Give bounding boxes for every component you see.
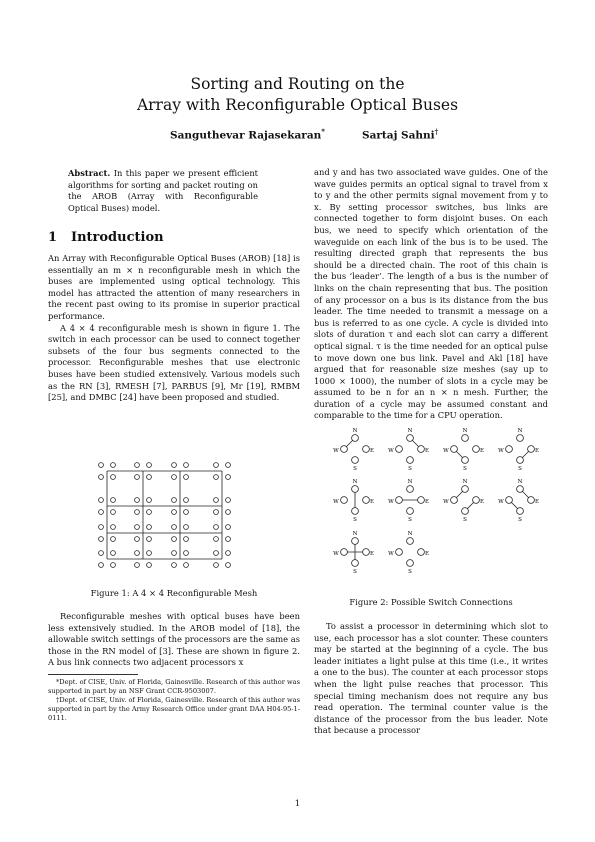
mesh-port	[111, 463, 116, 468]
mesh-port	[184, 563, 189, 568]
switch-port	[407, 435, 414, 442]
switch-port	[407, 538, 414, 545]
switch-port	[517, 508, 524, 515]
switch-config	[443, 428, 484, 472]
switch-port-label: N	[352, 479, 358, 485]
left-paragraph-3: Reconfigurable meshes with optical buses have been less extensively studied. In the AROB model of [18], the allowable switch settings of the processors are the same as those in the RN model of [3]. These are shown in figure 2. A bus link connects two adjacent processors x	[48, 611, 300, 668]
title-line-1: Sorting and Routing on the	[190, 75, 405, 93]
mesh-port	[172, 510, 177, 515]
mesh-port	[172, 498, 177, 503]
switch-port-label: N	[517, 428, 523, 434]
switch-port-label: W	[388, 499, 394, 505]
mesh-port	[135, 563, 140, 568]
mesh-port	[135, 525, 140, 530]
switch-port-label: W	[333, 448, 339, 454]
switch-port-label: S	[463, 517, 467, 523]
switch-port-label: S	[408, 517, 412, 523]
switch-port	[517, 457, 524, 464]
mesh-port	[184, 475, 189, 480]
switch-port-label: S	[408, 569, 412, 575]
section-title: Introduction	[71, 230, 164, 245]
switch-port-label: W	[388, 448, 394, 454]
mesh-port	[226, 463, 231, 468]
switch-port	[352, 560, 359, 567]
switch-port	[363, 446, 370, 453]
switch-port	[363, 497, 370, 504]
mesh-port	[184, 498, 189, 503]
switch-port-label: E	[369, 551, 375, 557]
switch-config	[333, 531, 374, 575]
mesh-port	[147, 510, 152, 515]
switch-port	[352, 508, 359, 515]
author-2	[362, 127, 438, 142]
mesh-port	[214, 498, 219, 503]
mesh-port	[99, 463, 104, 468]
right-paragraph-1: and y and has two associated wave guides. One of the wave guides permits an optical signal to travel from x to y and the other permits signal movement from y to x. By setting processor switches, bus links are connected together to form disjoint buses. On each bus, we need to specify which orientation of the waveguide on each link of the bus is to be used. The resulting directed graph that represents the bus should be a directed chain. The root of this chain is the bus ‘leader’. The length of a bus is the number of links on the chain representing that bus. The position of any processor on a bus is its distance from the bus leader. The time needed to transmit a message on a bus is referred to as one cycle. A cycle is divided into slots of duration τ and each slot can carry a different optical signal. τ is the time needed for an optical pulse to move down one bus link. Pavel and Akl [18] have argued that for reasonable size meshes (say up to 1000 × 1000), the number of slots in a cycle may be assumed to be n for an n × n mesh. Further, the duration of a cycle may be assumed constant and comparable to the time for a CPU operation.	[314, 167, 548, 421]
switch-port	[506, 497, 513, 504]
mesh-port	[172, 525, 177, 530]
mesh-port	[99, 551, 104, 556]
switch-port	[462, 457, 469, 464]
mesh-port	[147, 463, 152, 468]
mesh-port	[214, 551, 219, 556]
mesh-port	[147, 551, 152, 556]
mesh-port	[172, 475, 177, 480]
switch-port	[407, 486, 414, 493]
switch-port	[462, 486, 469, 493]
mesh-port	[99, 537, 104, 542]
switch-port-label: N	[462, 479, 468, 485]
mesh-port	[226, 498, 231, 503]
mesh-port	[99, 563, 104, 568]
switch-port	[407, 508, 414, 515]
footnotes	[48, 678, 300, 723]
mesh-port	[214, 475, 219, 480]
switch-port	[473, 446, 480, 453]
switch-port	[407, 457, 414, 464]
figure-2-caption: Figure 2: Possible Switch Connections	[349, 597, 513, 607]
switch-port-label: S	[353, 466, 357, 472]
switch-port-label: W	[443, 448, 449, 454]
switch-port-label: W	[498, 448, 504, 454]
section-number: 1	[48, 230, 58, 245]
mesh-port	[226, 525, 231, 530]
mesh-port	[135, 463, 140, 468]
mesh-port	[184, 537, 189, 542]
switch-config	[333, 479, 374, 523]
switch-port	[517, 486, 524, 493]
footnote-2: †Dept. of CISE, Univ. of Florida, Gainesville. Research of this author was supported in part by the Army Research Office under grant DAA H04-95-1-0111.	[48, 696, 300, 723]
mesh-port	[226, 475, 231, 480]
switch-port-label: S	[408, 466, 412, 472]
intro-paragraph-1: An Array with Reconfigurable Optical Buses (AROB) [18] is essentially an m × n reconfigurable mesh in which the buses are implemented using optical technology. This model has attracted the attention of many researchers in the recent past owing to its promise in superior practical performance.	[48, 253, 300, 321]
mesh-port	[184, 525, 189, 530]
switch-port	[418, 446, 425, 453]
switch-port	[363, 549, 370, 556]
switch-port	[352, 457, 359, 464]
switch-port	[407, 560, 414, 567]
right-column-bottom	[314, 621, 548, 737]
switch-port-label: N	[352, 428, 358, 434]
mesh-port	[214, 537, 219, 542]
mesh-port	[214, 463, 219, 468]
mesh-port	[147, 537, 152, 542]
mesh-port	[147, 498, 152, 503]
mesh-port	[214, 563, 219, 568]
mesh-port	[226, 510, 231, 515]
switch-port	[341, 497, 348, 504]
switch-port-label: W	[333, 499, 339, 505]
figure-1-caption: Figure 1: A 4 × 4 Reconfigurable Mesh	[90, 588, 258, 598]
switch-port-label: W	[498, 499, 504, 505]
switch-port	[451, 446, 458, 453]
switch-config	[498, 479, 539, 523]
switch-config	[388, 428, 429, 472]
mesh-port	[111, 563, 116, 568]
footnote-1: *Dept. of CISE, Univ. of Florida, Gainesville. Research of this author was supported in part by an NSF Grant CCR-9503007.	[48, 678, 300, 696]
switch-port	[341, 446, 348, 453]
mesh-port	[147, 475, 152, 480]
switch-port	[352, 435, 359, 442]
mesh-port	[172, 537, 177, 542]
mesh-port	[214, 525, 219, 530]
mesh-port	[226, 563, 231, 568]
mesh-port	[111, 498, 116, 503]
author-1-name: Sanguthevar Rajasekaran	[170, 129, 322, 142]
switch-port-label: E	[424, 551, 430, 557]
switch-port-label: S	[463, 466, 467, 472]
mesh-port	[147, 525, 152, 530]
switch-config	[498, 428, 539, 472]
mesh-port	[111, 551, 116, 556]
switch-port	[451, 497, 458, 504]
mesh-port	[99, 475, 104, 480]
section-heading	[48, 230, 164, 245]
switch-port	[462, 508, 469, 515]
switch-port-label: E	[479, 499, 485, 505]
abstract-text: In this paper we present efficient algorithms for sorting and packet routing on the AROB (Array with Reconfigurable Optical Buses) model.	[68, 168, 259, 213]
figure-1-mesh	[90, 449, 250, 581]
switch-config	[388, 479, 429, 523]
footnote-rule	[48, 674, 138, 675]
mesh-port	[135, 510, 140, 515]
mesh-port	[135, 551, 140, 556]
switch-port	[462, 435, 469, 442]
author-1	[170, 127, 325, 142]
abstract	[68, 168, 258, 214]
switch-port	[473, 497, 480, 504]
mesh-port	[111, 537, 116, 542]
page-number: 1	[294, 799, 301, 809]
switch-port-label: S	[353, 569, 357, 575]
right-column-top	[314, 167, 548, 422]
switch-port-label: E	[534, 499, 540, 505]
switch-port-label: E	[424, 448, 430, 454]
mesh-port	[214, 510, 219, 515]
switch-config	[333, 428, 374, 472]
switch-port-label: S	[353, 517, 357, 523]
switch-port	[396, 549, 403, 556]
switch-port	[517, 435, 524, 442]
mesh-port	[172, 563, 177, 568]
switch-port	[396, 446, 403, 453]
mesh-port	[147, 563, 152, 568]
switch-port	[341, 549, 348, 556]
switch-port-label: S	[518, 466, 522, 472]
switch-port-label: N	[352, 531, 358, 537]
mesh-port	[111, 510, 116, 515]
switch-port-label: N	[517, 479, 523, 485]
mesh-port	[111, 525, 116, 530]
figure-2-switches	[330, 425, 540, 585]
mesh-port	[99, 525, 104, 530]
mesh-port	[184, 510, 189, 515]
intro-paragraph-2: A 4 × 4 reconfigurable mesh is shown in figure 1. The switch in each processor can be used to connect together subsets of the four bus segments connected to the processor. Reconfigurable meshes that use electronic buses have been studied extensively. Various models such as the RN [3], RMESH [7], PARBUS [9], Mr [19], RMBM [25], and DMBC [24] have been proposed and studied.	[48, 322, 300, 403]
mesh-port	[172, 463, 177, 468]
title-line-2: Array with Reconfigurable Optical Buses	[136, 96, 459, 114]
mesh-port	[99, 498, 104, 503]
switch-port-label: N	[407, 479, 413, 485]
mesh-port	[226, 551, 231, 556]
left-column-intro	[48, 253, 300, 404]
switch-port-label: E	[534, 448, 540, 454]
switch-port	[352, 486, 359, 493]
paper-title	[0, 74, 595, 116]
switch-port-label: E	[424, 499, 430, 505]
switch-port-label: N	[407, 531, 413, 537]
switch-config	[443, 479, 484, 523]
abstract-label: Abstract.	[68, 168, 111, 178]
mesh-port	[111, 475, 116, 480]
left-column-continued	[48, 611, 300, 669]
right-paragraph-2: To assist a processor in determining which slot to use, each processor has a slot counter. These counters may be started at the beginning of a cycle. The bus leader initiates a light pulse at this time (i.e., it writes a one to the bus). The counter at each processor stops when the light pulse reaches that processor. This special timing mechanism does not require any bus read operation. The terminal counter value is the distance of the processor from the bus leader. Note that because a processor	[314, 621, 548, 736]
mesh-port	[99, 510, 104, 515]
switch-port-label: E	[479, 448, 485, 454]
switch-port	[418, 549, 425, 556]
mesh-port	[226, 537, 231, 542]
switch-port-label: N	[462, 428, 468, 434]
author-2-mark: †	[434, 127, 439, 136]
switch-port	[418, 497, 425, 504]
mesh-port	[184, 463, 189, 468]
switch-port	[528, 446, 535, 453]
mesh-port	[135, 475, 140, 480]
switch-port-label: S	[518, 517, 522, 523]
switch-port	[506, 446, 513, 453]
mesh-port	[135, 537, 140, 542]
switch-port-label: W	[388, 551, 394, 557]
switch-port	[352, 538, 359, 545]
mesh-port	[135, 498, 140, 503]
switch-port-label: E	[369, 448, 375, 454]
mesh-port	[184, 551, 189, 556]
switch-port	[528, 497, 535, 504]
author-1-mark: *	[321, 127, 325, 136]
switch-config	[388, 531, 429, 575]
switch-port-label: W	[333, 551, 339, 557]
switch-port-label: E	[369, 499, 375, 505]
switch-port-label: N	[407, 428, 413, 434]
switch-port	[396, 497, 403, 504]
author-2-name: Sartaj Sahni	[362, 129, 435, 142]
switch-port-label: W	[443, 499, 449, 505]
mesh-port	[172, 551, 177, 556]
